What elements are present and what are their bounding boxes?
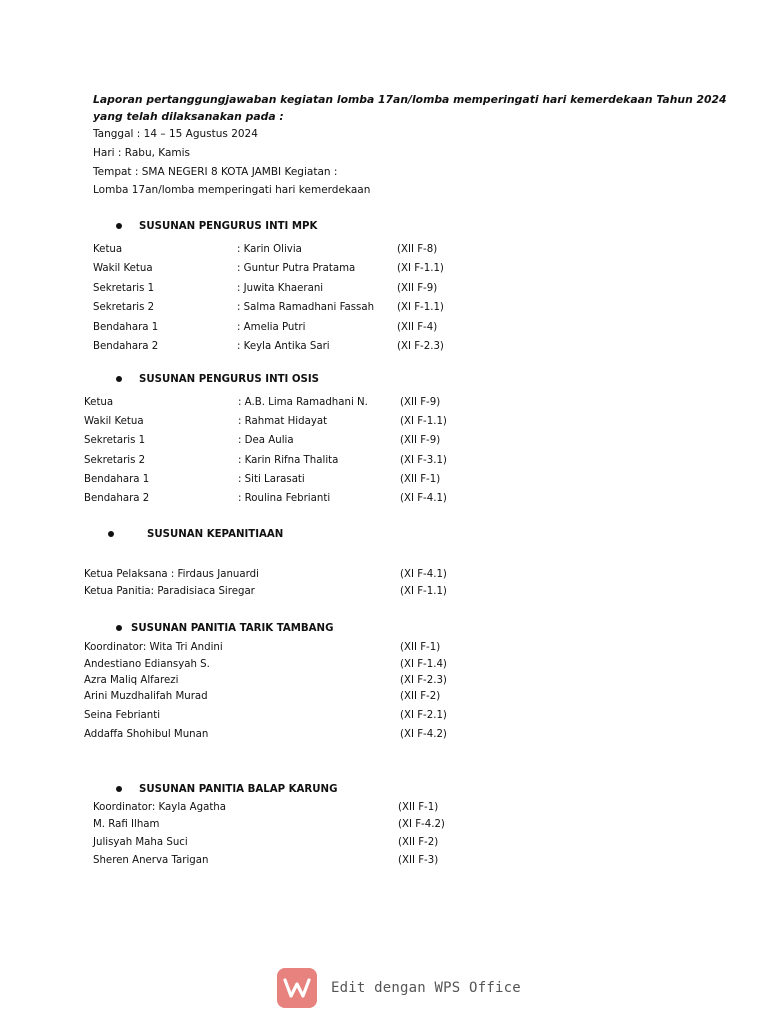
row-role: Sekretaris 2	[93, 302, 155, 314]
row-class: (XI F-4.1)	[400, 493, 447, 504]
report-title-line-2: yang telah dilaksanakan pada :	[93, 110, 284, 123]
row-class: (XII F-2)	[398, 837, 439, 848]
row-class: (XI F-1.1)	[397, 263, 444, 275]
row-name: : Salma Ramadhani Fassah	[237, 302, 375, 314]
row-name: Julisyah Maha Suci	[93, 837, 188, 848]
row-class: (XII F-1)	[400, 642, 441, 653]
row-class: (XI F-2.1)	[400, 710, 447, 721]
row-name: Koordinator: Kayla Agatha	[93, 802, 227, 813]
day-line: Hari : Rabu, Kamis	[93, 147, 191, 159]
row-class: (XI F-4.2)	[400, 729, 447, 740]
activity-line: Lomba 17an/lomba memperingati hari kemerdekaan	[93, 184, 371, 196]
row-name: : Amelia Putri	[237, 321, 306, 333]
row-role: Wakil Ketua	[84, 416, 144, 428]
row-name: Seina Febrianti	[84, 710, 161, 721]
section-title-balap-karung: SUSUNAN PANITIA BALAP KARUNG	[139, 784, 338, 795]
wps-footer[interactable]	[277, 968, 521, 1008]
row-name: : Guntur Putra Pratama	[237, 263, 356, 275]
row-name: : Karin Rifna Thalita	[238, 454, 339, 466]
row-class: (XI F-1.4)	[400, 659, 447, 670]
bullet-icon	[108, 531, 114, 537]
row-role: Bendahara 1	[84, 473, 150, 485]
row-name: : Juwita Khaerani	[237, 282, 324, 294]
section-title-mpk: SUSUNAN PENGURUS INTI MPK	[139, 221, 318, 232]
row-role: Sekretaris 1	[84, 435, 146, 447]
row-class: (XII F-3)	[398, 855, 439, 866]
row-class: (XI F-2.3)	[400, 675, 447, 686]
row-class: (XI F-1.1)	[397, 302, 444, 314]
row-class: (XI F-1.1)	[400, 416, 447, 428]
row-class: (XI F-1.1)	[400, 586, 447, 597]
row-name: M. Rafi Ilham	[93, 819, 160, 830]
row-name: Addaffa Shohibul Munan	[84, 729, 209, 740]
section-title-tarik-tambang: SUSUNAN PANITIA TARIK TAMBANG	[131, 623, 334, 634]
row-class: (XII F-1)	[398, 802, 439, 813]
place-line: Tempat : SMA NEGERI 8 KOTA JAMBI Kegiatan :	[93, 166, 338, 178]
wps-w-icon	[283, 977, 311, 999]
bullet-icon	[116, 786, 122, 792]
row-role: Bendahara 1	[93, 321, 159, 333]
wps-logo-icon[interactable]	[277, 968, 317, 1008]
row-name: : A.B. Lima Ramadhani N.	[238, 397, 368, 408]
row-name: : Dea Aulia	[238, 435, 294, 447]
row-name: : Keyla Antika Sari	[237, 341, 330, 352]
row-name: Sheren Anerva Tarigan	[93, 855, 209, 866]
row-role: Ketua	[84, 397, 114, 408]
row-role: Wakil Ketua	[93, 263, 153, 275]
row-role: Sekretaris 1	[93, 282, 155, 294]
row-role: Bendahara 2	[93, 341, 159, 352]
report-title-line-1: Laporan pertanggungjawaban kegiatan lomba 17an/lomba memperingati hari kemerdekaan Tahun 2024	[93, 93, 727, 106]
section-title-osis: SUSUNAN PENGURUS INTI OSIS	[139, 374, 320, 385]
row-class: (XI F-4.1)	[400, 569, 447, 580]
bullet-icon	[116, 376, 122, 382]
row-role: Bendahara 2	[84, 493, 150, 504]
row-name: : Roulina Febrianti	[238, 493, 331, 504]
row-class: (XII F-9)	[400, 397, 441, 408]
row-class: (XII F-8)	[397, 244, 438, 255]
row-class: (XI F-4.2)	[398, 819, 445, 830]
row-class: (XII F-9)	[397, 282, 438, 294]
row-name: Arini Muzdhalifah Murad	[84, 691, 208, 702]
row-name: : Karin Olivia	[237, 244, 302, 255]
row-name: Azra Maliq Alfarezi	[84, 675, 179, 686]
row-role: Sekretaris 2	[84, 454, 146, 466]
row-class: (XII F-4)	[397, 321, 438, 333]
bullet-icon	[116, 625, 122, 631]
row-role: Ketua	[93, 244, 123, 255]
row-class: (XII F-2)	[400, 691, 441, 702]
row-class: (XII F-9)	[400, 435, 441, 447]
row-name: : Rahmat Hidayat	[238, 416, 328, 428]
row-name: : Siti Larasati	[238, 473, 305, 485]
row-name: Ketua Pelaksana : Firdaus Januardi	[84, 569, 259, 580]
row-class: (XII F-1)	[400, 473, 441, 485]
bullet-icon	[116, 223, 122, 229]
footer-text: Edit dengan WPS Office	[331, 980, 521, 996]
row-class: (XI F-3.1)	[400, 454, 447, 466]
row-name: Ketua Panitia: Paradisiaca Siregar	[84, 586, 255, 597]
row-name: Koordinator: Wita Tri Andini	[84, 642, 223, 653]
section-title-kepanitiaan: SUSUNAN KEPANITIAAN	[147, 529, 284, 540]
row-name: Andestiano Ediansyah S.	[84, 659, 210, 670]
date-line: Tanggal : 14 – 15 Agustus 2024	[93, 128, 258, 140]
row-class: (XI F-2.3)	[397, 341, 444, 352]
